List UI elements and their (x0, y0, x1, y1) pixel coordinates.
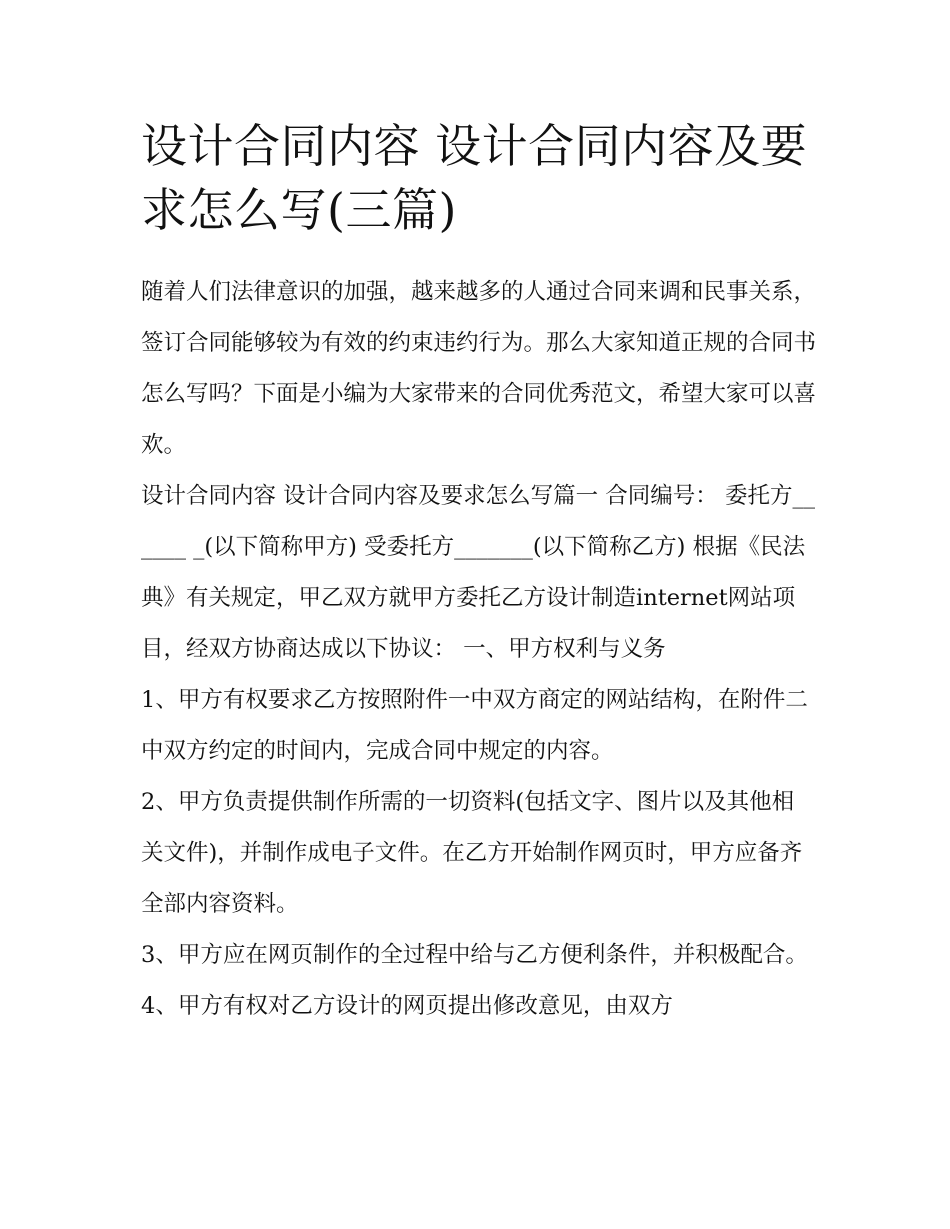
clause-2-paragraph: 2、甲方负责提供制作所需的一切资料(包括文字、图片以及其他相关文件)，并制作成电子文件。在乙方开始制作网页时，甲方应备齐全部内容资料。 (141, 789, 803, 917)
document-body (141, 114, 816, 1032)
contract-header-paragraph: 设计合同内容 设计合同内容及要求怎么写篇一 合同编号： 委托方______ _(以下简称甲方) 受委托方_______(以下简称乙方) 根据《民法典》有关规定，甲乙双方就甲方委托乙方设计制造internet网站项目，经双方协商达成以下协议： 一、甲方权利与义务 (141, 483, 815, 662)
intro-paragraph: 随着人们法律意识的加强，越来越多的人通过合同来调和民事关系，签订合同能够较为有效的约束违约行为。那么大家知道正规的合同书怎么写吗？下面是小编为大家带来的合同优秀范文，希望大家可以喜欢。 (141, 279, 817, 458)
clause-1-paragraph: 1、甲方有权要求乙方按照附件一中双方商定的网站结构，在附件二中双方约定的时间内，完成合同中规定的内容。 (141, 687, 808, 764)
document-title: 设计合同内容 设计合同内容及要求怎么写(三篇) (141, 119, 808, 237)
clause-3-4-paragraph: 3、甲方应在网页制作的全过程中给与乙方便利条件，并积极配合。 4、甲方有权对乙方设计的网页提出修改意见，由双方 (141, 942, 808, 1019)
